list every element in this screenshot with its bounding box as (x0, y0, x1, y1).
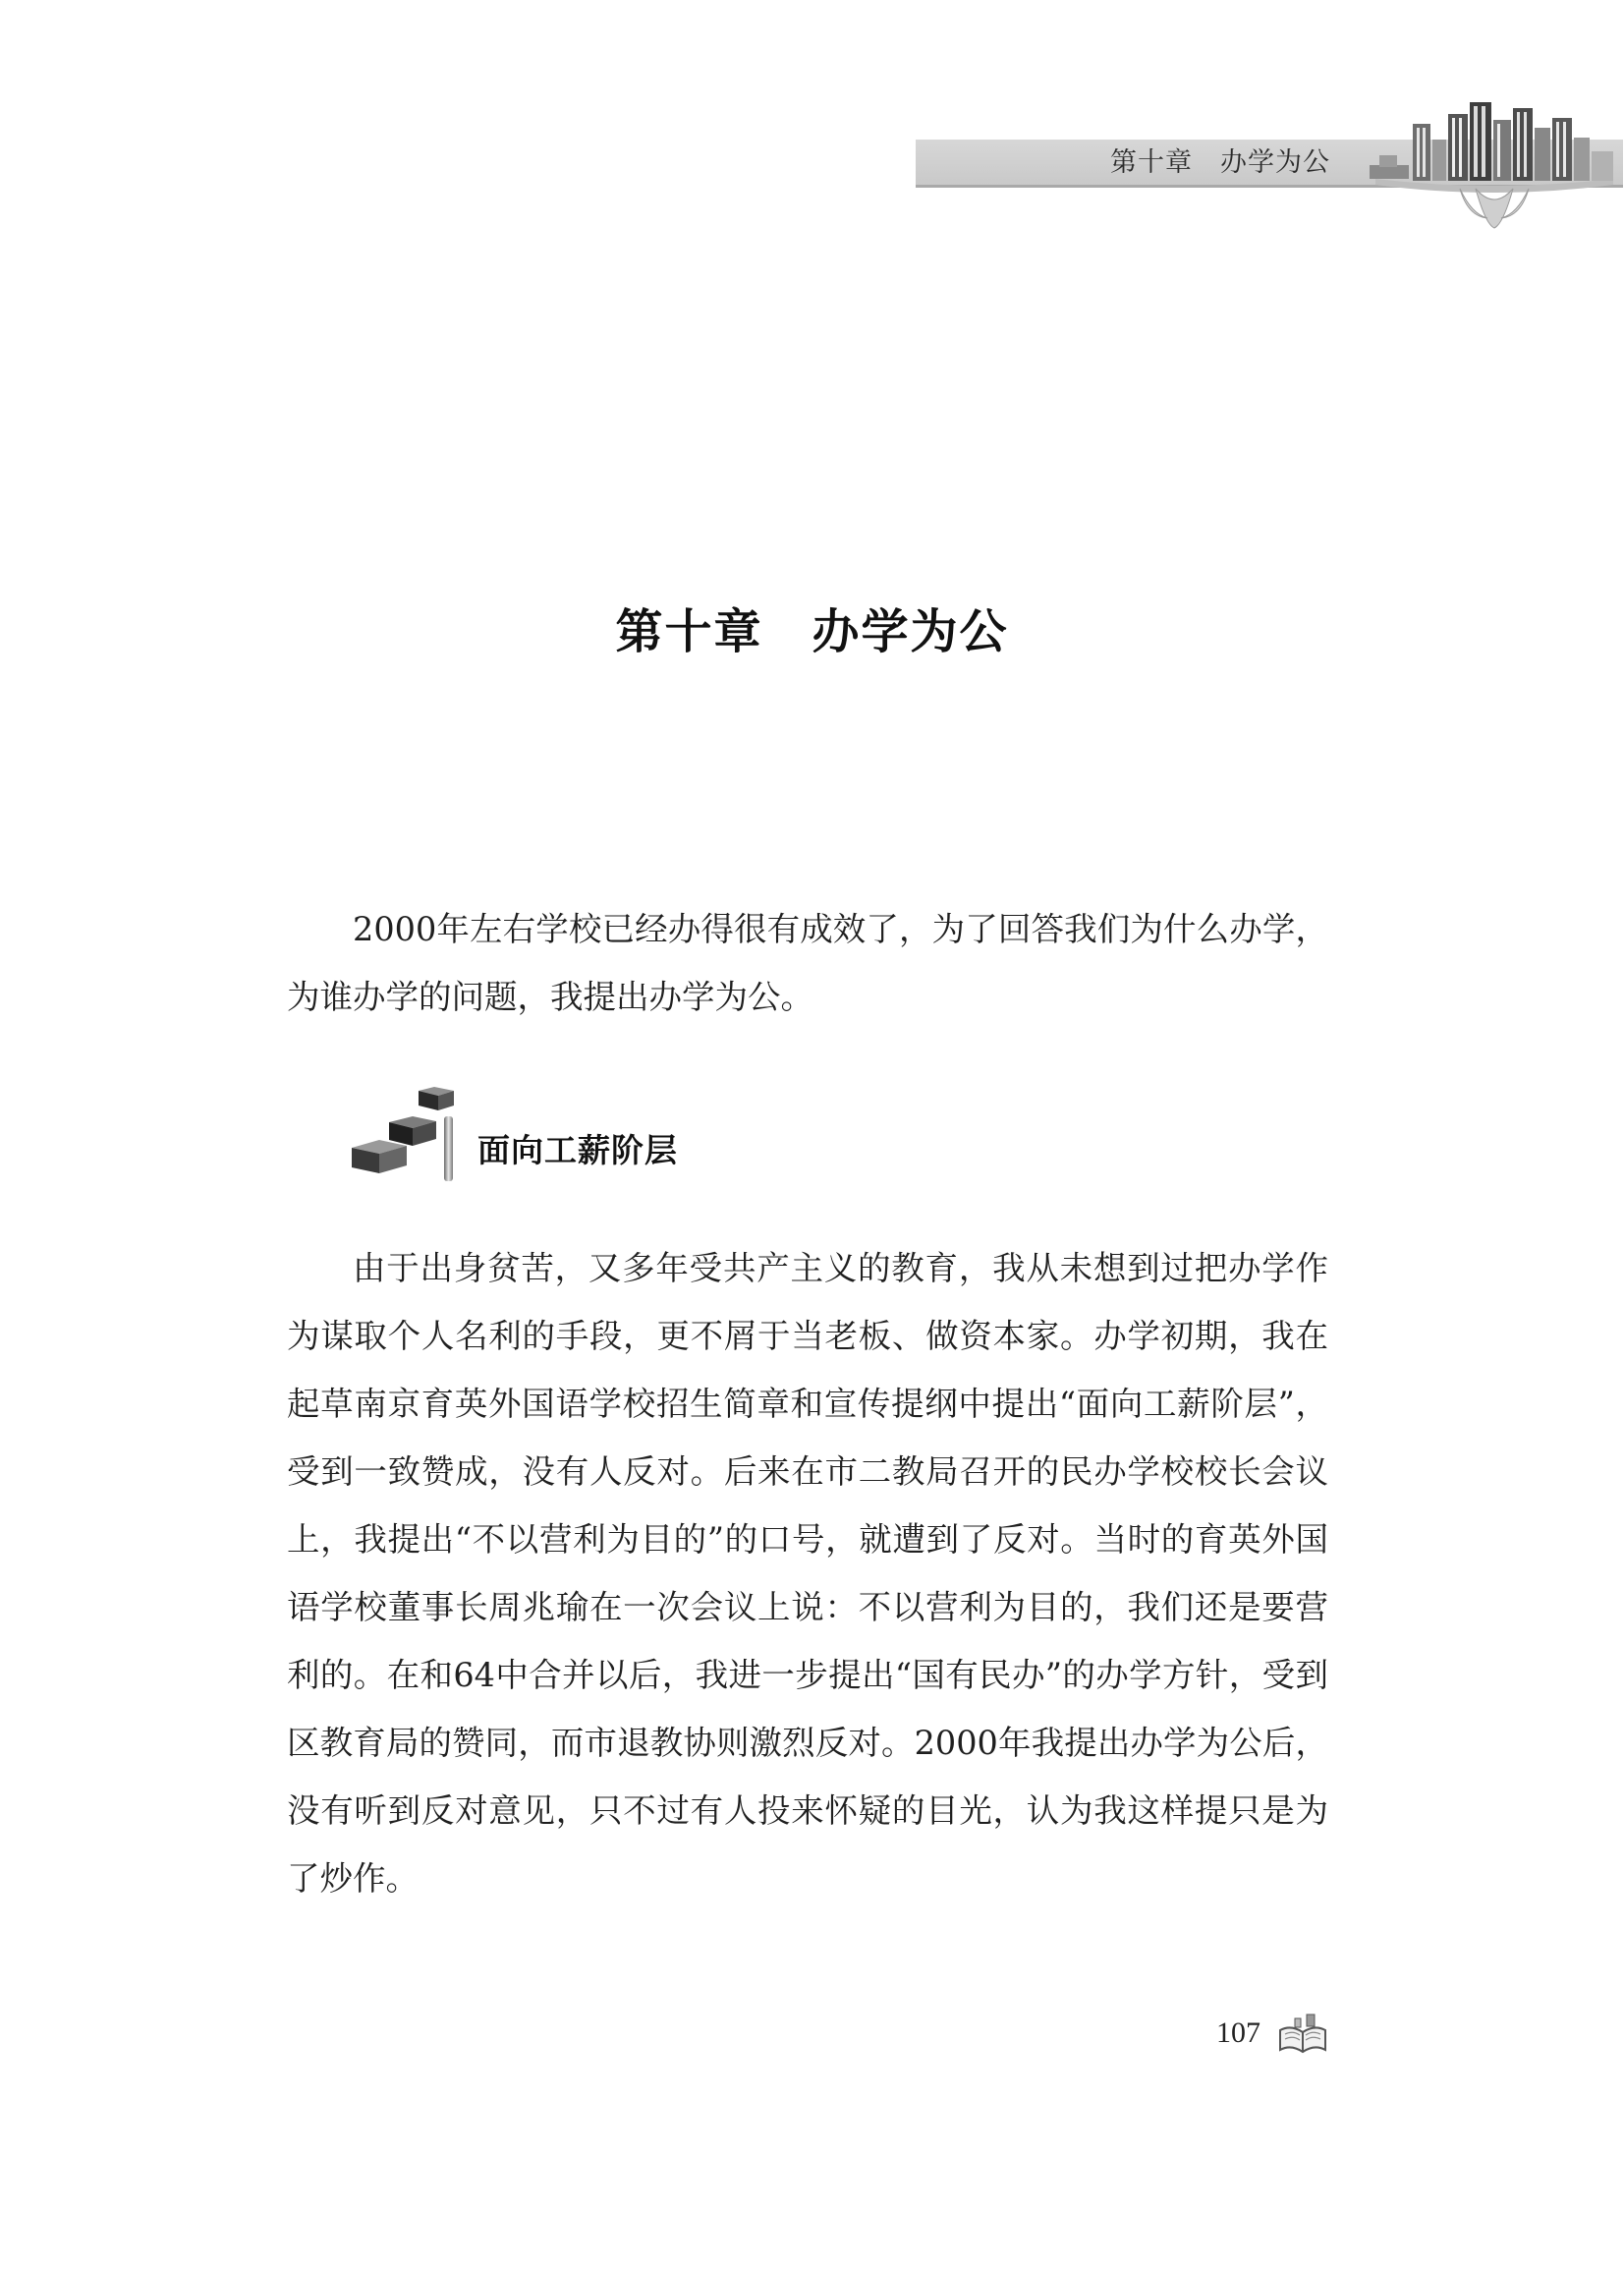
stacked-blocks-icon (350, 1077, 468, 1183)
intro-paragraph: 2000年左右学校已经办得很有成效了，为了回答我们为什么办学，为谁办学的问题，我提出办学为公。 (287, 910, 1328, 1016)
open-book-icon (1277, 2011, 1328, 2056)
chapter-title: 第十章 办学为公 (615, 604, 1009, 659)
city-skyline-icon (1366, 94, 1623, 232)
running-header: 第十章 办学为公 (1110, 147, 1330, 178)
body-paragraph: 由于出身贫苦，又多年受共产主义的教育，我从未想到过把办学作为谋取个人名利的手段，更不屑于当老板、做资本家。办学初期，我在起草南京育英外国语学校招生简章和宣传提纲中提出“面向工薪阶层”，受到一致赞成，没有人反对。后来在市二教局召开的民办学校校长会议上，我提出“不以营利为目的”的口号，就遭到了反对。当时的育英外国语学校董事长周兆瑜在一次会议上说：不以营利为目的，我们还是要营利的。在和64中合并以后，我进一步提出“国有民办”的办学方针，受到区教育局的赞同，而市退教协则激烈反对。2000年我提出办学为公后，没有听到反对意见，只不过有人投来怀疑的目光，认为我这样提只是为了炒作。 (287, 1249, 1328, 1898)
section-heading: 面向工薪阶层 (477, 1131, 678, 1169)
page-number: 107 (1216, 2016, 1260, 2049)
